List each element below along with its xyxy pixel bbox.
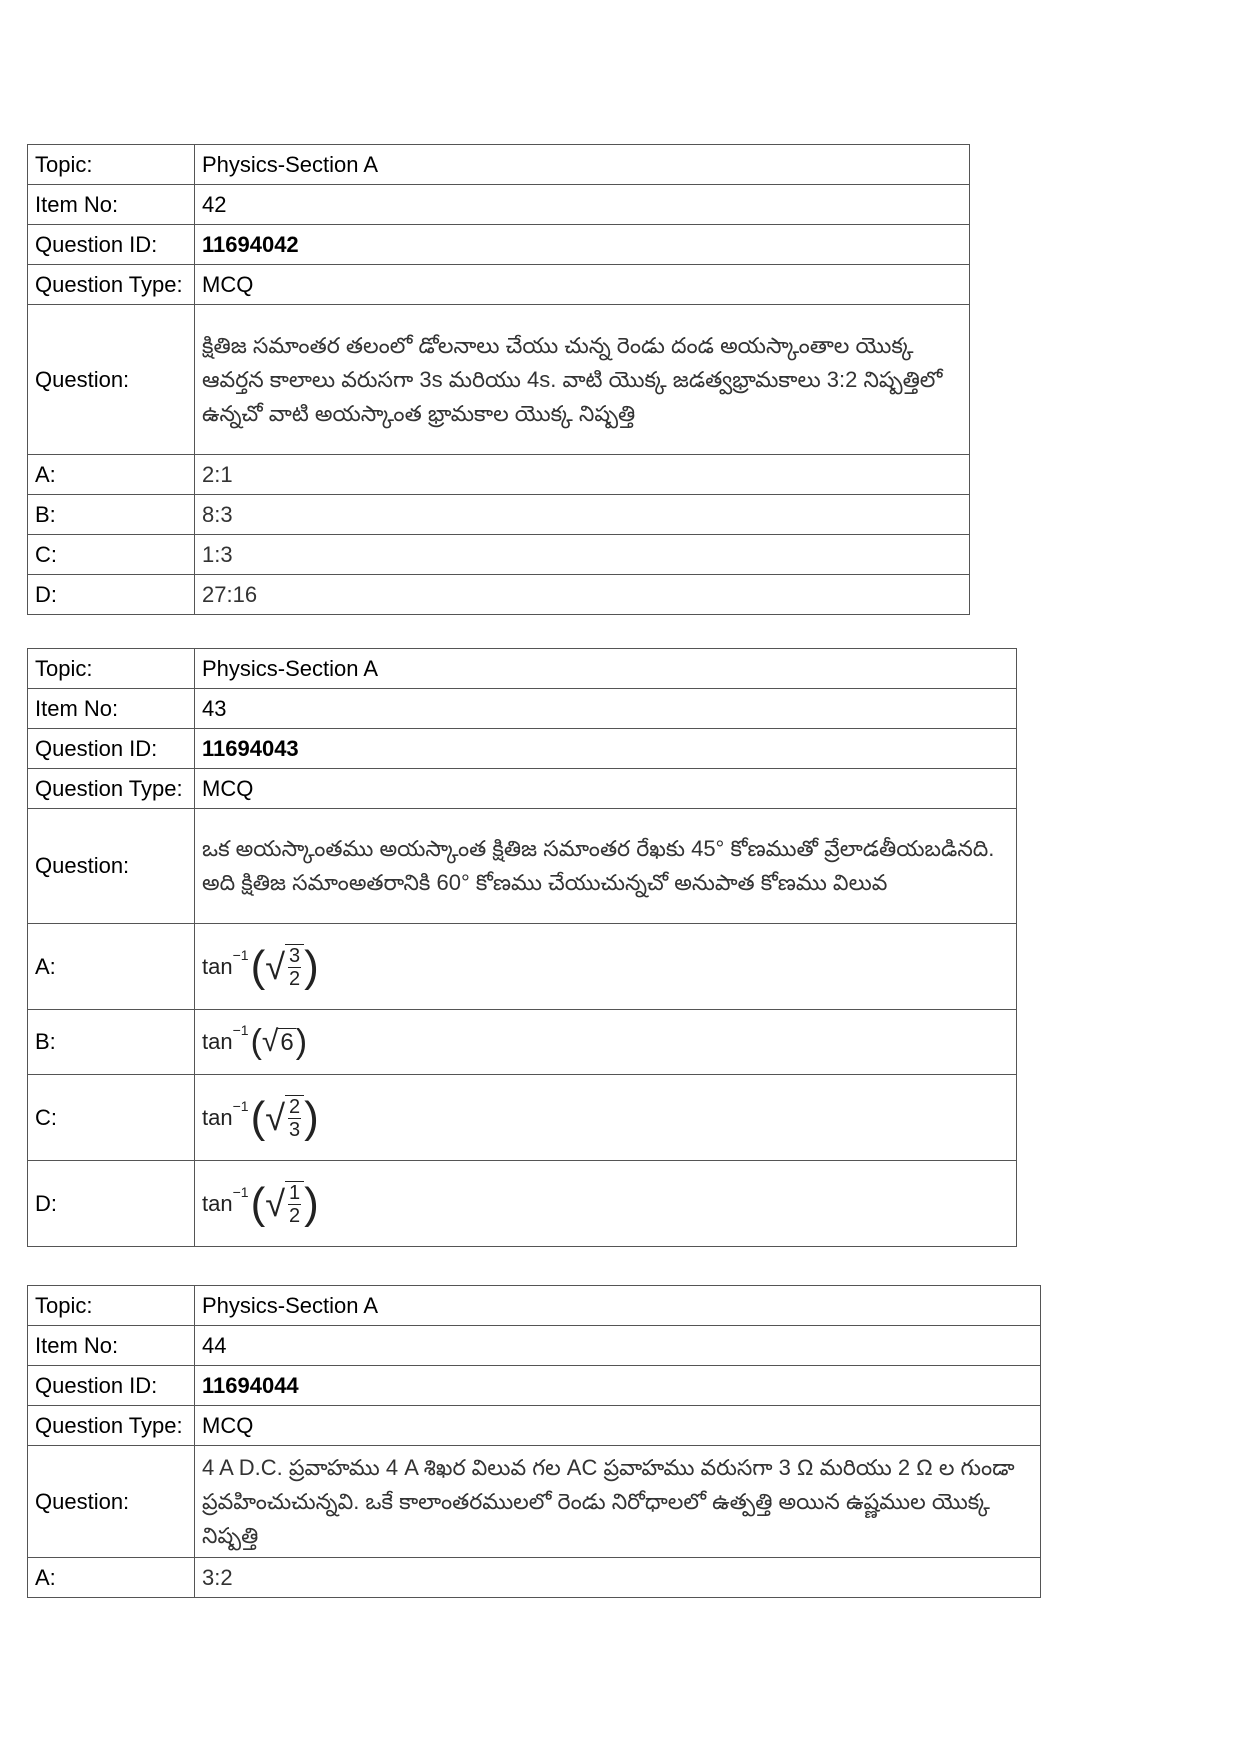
left-paren: ( — [250, 1092, 266, 1142]
radical-sign: √ — [265, 945, 285, 987]
option-b-label: B: — [28, 495, 195, 535]
tan-text: tan — [202, 953, 233, 979]
question-label: Question: — [28, 1446, 195, 1558]
square-root — [265, 944, 304, 990]
option-a-value — [195, 924, 1017, 1010]
denominator: 2 — [288, 967, 301, 990]
option-b-value: 8:3 — [195, 495, 970, 535]
option-d-row — [28, 575, 970, 615]
item-no-row — [28, 1326, 1041, 1366]
topic-label: Topic: — [28, 649, 195, 689]
item-no-value: 44 — [195, 1326, 1041, 1366]
option-c-label: C: — [28, 535, 195, 575]
question-id-value: 11694042 — [195, 225, 970, 265]
inverse-exponent: −1 — [232, 1022, 249, 1038]
question-type-label: Question Type: — [28, 769, 195, 809]
radicand: 6 — [280, 1028, 294, 1056]
question-type-value: MCQ — [195, 265, 970, 305]
numerator: 1 — [288, 1181, 301, 1204]
option-c-value — [195, 1075, 1017, 1161]
square-root — [262, 1027, 296, 1057]
fraction — [285, 1181, 304, 1227]
inverse-exponent: −1 — [232, 946, 249, 963]
question-type-value: MCQ — [195, 769, 1017, 809]
inverse-tangent-expression — [202, 941, 319, 991]
question-row — [28, 305, 970, 455]
right-paren: ) — [304, 941, 319, 991]
item-no-label: Item No: — [28, 1326, 195, 1366]
topic-label: Topic: — [28, 1286, 195, 1326]
question-type-row — [28, 769, 1017, 809]
denominator: 2 — [288, 1204, 301, 1227]
option-c-row — [28, 1075, 1017, 1161]
option-a-value: 3:2 — [195, 1558, 1041, 1598]
inverse-tangent-expression — [202, 1092, 319, 1142]
option-a-value: 2:1 — [195, 455, 970, 495]
right-paren: ) — [304, 1178, 319, 1228]
tan-text: tan — [202, 1104, 233, 1130]
question-table-43 — [27, 648, 1017, 1247]
option-d-value — [195, 1161, 1017, 1247]
option-c-row — [28, 535, 970, 575]
option-c-label: C: — [28, 1075, 195, 1161]
question-id-value: 11694043 — [195, 729, 1017, 769]
question-type-label: Question Type: — [28, 1406, 195, 1446]
inverse-exponent: −1 — [232, 1097, 249, 1114]
numerator: 2 — [288, 1095, 301, 1118]
question-type-row — [28, 265, 970, 305]
question-table-44 — [27, 1285, 1041, 1598]
denominator: 3 — [288, 1118, 301, 1141]
option-a-label: A: — [28, 455, 195, 495]
right-paren: ) — [304, 1092, 319, 1142]
topic-value: Physics-Section A — [195, 649, 1017, 689]
inverse-tangent-expression — [202, 1178, 319, 1228]
question-id-label: Question ID: — [28, 225, 195, 265]
fraction — [285, 944, 304, 990]
option-b-row — [28, 1010, 1017, 1075]
option-a-row — [28, 924, 1017, 1010]
item-no-label: Item No: — [28, 185, 195, 225]
radical-sign: √ — [261, 1025, 279, 1058]
question-row — [28, 1446, 1041, 1558]
left-paren: ( — [250, 1178, 266, 1228]
tan-text: tan — [202, 1029, 233, 1054]
item-no-row — [28, 185, 970, 225]
topic-row — [28, 1286, 1041, 1326]
question-type-label: Question Type: — [28, 265, 195, 305]
item-no-row — [28, 689, 1017, 729]
topic-value: Physics-Section A — [195, 1286, 1041, 1326]
question-table-42 — [27, 144, 970, 615]
square-root — [265, 1095, 304, 1141]
question-id-label: Question ID: — [28, 729, 195, 769]
radical-sign: √ — [265, 1182, 285, 1224]
inverse-exponent: −1 — [232, 1183, 249, 1200]
square-root — [265, 1181, 304, 1227]
option-a-row — [28, 455, 970, 495]
numerator: 3 — [288, 944, 301, 967]
option-b-value — [195, 1010, 1017, 1075]
question-text: 4 A D.C. ప్రవాహము 4 A శిఖర విలువ గల AC ప్రవాహము వరుసగా 3 Ω మరియు 2 Ω ల గుండా ప్రవహించుచున్నవి. ఒకే కాలాంతరములలో రెండు నిరోధాలలో ఉత్పత్తి అయిన ఉష్ణముల యొక్క నిష్పత్తి — [195, 1446, 1041, 1558]
item-no-label: Item No: — [28, 689, 195, 729]
option-a-label: A: — [28, 1558, 195, 1598]
option-b-row — [28, 495, 970, 535]
question-id-row — [28, 1366, 1041, 1406]
question-id-value: 11694044 — [195, 1366, 1041, 1406]
question-label: Question: — [28, 305, 195, 455]
option-d-row — [28, 1161, 1017, 1247]
question-id-label: Question ID: — [28, 1366, 195, 1406]
topic-row — [28, 649, 1017, 689]
question-type-value: MCQ — [195, 1406, 1041, 1446]
question-text: ఒక అయస్కాంతము అయస్కాంత క్షితిజ సమాంతర రేఖకు 45° కోణముతో వ్రేలాడతీయబడినది. అది క్షితిజ సమాంఅతరానికి 60° కోణము చేయుచున్నచో అనుపాత కోణము విలువ — [195, 809, 1017, 924]
radical-sign: √ — [265, 1096, 285, 1138]
question-row — [28, 809, 1017, 924]
option-a-row — [28, 1558, 1041, 1598]
item-no-value: 42 — [195, 185, 970, 225]
tan-text: tan — [202, 1190, 233, 1216]
inverse-tangent-expression — [202, 1022, 308, 1061]
left-paren: ( — [250, 941, 266, 991]
topic-value: Physics-Section A — [195, 145, 970, 185]
question-label: Question: — [28, 809, 195, 924]
question-type-row — [28, 1406, 1041, 1446]
option-d-value: 27:16 — [195, 575, 970, 615]
question-id-row — [28, 225, 970, 265]
right-paren: ) — [295, 1023, 308, 1061]
topic-label: Topic: — [28, 145, 195, 185]
fraction — [285, 1095, 304, 1141]
left-paren: ( — [250, 1023, 262, 1061]
item-no-value: 43 — [195, 689, 1017, 729]
option-d-label: D: — [28, 575, 195, 615]
question-id-row — [28, 729, 1017, 769]
option-a-label: A: — [28, 924, 195, 1010]
option-c-value: 1:3 — [195, 535, 970, 575]
topic-row — [28, 145, 970, 185]
option-d-label: D: — [28, 1161, 195, 1247]
option-b-label: B: — [28, 1010, 195, 1075]
question-text: క్షితిజ సమాంతర తలంలో డోలనాలు చేయు చున్న రెండు దండ అయస్కాంతాల యొక్క ఆవర్తన కాలాలు వరుసగా 3s మరియు 4s. వాటి యొక్క జడత్వభ్రామకాలు 3:2 నిష్పత్తిలో ఉన్నచో వాటి అయస్కాంత భ్రామకాల యొక్క నిష్పత్తి — [195, 305, 970, 455]
